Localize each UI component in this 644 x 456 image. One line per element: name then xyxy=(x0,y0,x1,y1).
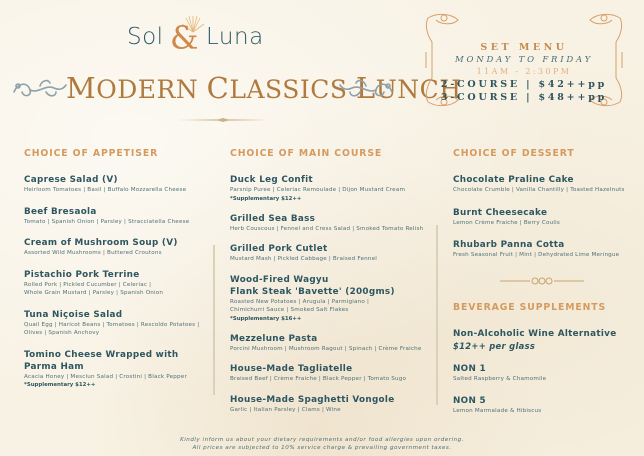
item-description: Whole Grain Mustard | Parsley | Spanish Onion xyxy=(24,290,164,296)
item-name: NON 1 xyxy=(453,364,486,374)
logo-ampersand: & xyxy=(170,19,199,57)
set-menu-title: SET MENU xyxy=(480,42,568,53)
beverage-section xyxy=(453,302,633,426)
item-name: Tuna Niçoise Salad xyxy=(24,309,123,320)
menu-item xyxy=(230,213,430,234)
item-description: Chocolate Crumble | Vanilla Chantilly | Toasted Hazelnuts xyxy=(453,187,625,193)
item-name: Beef Bresaola xyxy=(24,206,97,217)
item-name: Non-Alcoholic Wine Alternative xyxy=(453,329,617,339)
item-description: Mustard Mash | Pickled Cabbage | Braised Fennel xyxy=(230,256,377,262)
service-charge-notice: All prices are subjected to 10% service charge & prevailing government taxes. xyxy=(192,445,452,451)
item-name: Tomino Cheese Wrapped with Parma Ham xyxy=(24,349,179,372)
item-name: Wood-Fired Wagyu xyxy=(230,274,329,285)
item-description: Chimichurri Sauce | Smoked Salt Flakes xyxy=(230,307,349,313)
menu-title: MODERN CLASSICS LUNCH xyxy=(66,71,462,105)
item-description: Braised Beef | Crème Fraiche | Black Pepper | Tomato Sugo xyxy=(230,376,407,382)
item-name: Grilled Sea Bass xyxy=(230,213,316,224)
menu-item xyxy=(24,206,214,227)
item-description: Lemon Crème Fraiche | Berry Coulis xyxy=(453,219,561,226)
item-supplement: *Supplementary $16++ xyxy=(230,315,302,322)
item-description: Salted Raspberry & Chamomile xyxy=(453,376,547,382)
section-heading: CHOICE OF DESSERT xyxy=(453,148,575,159)
item-name: Cream of Mushroom Soup (V) xyxy=(24,238,178,248)
item-name: Caprese Salad (V) xyxy=(24,175,118,185)
logo-text-sol: Sol xyxy=(127,24,164,50)
section-divider-ornament xyxy=(500,276,584,286)
menu-item xyxy=(230,174,430,203)
item-supplement: *Supplementary $12++ xyxy=(24,382,96,388)
item-name: Mezzelune Pasta xyxy=(230,333,318,344)
item-name-line-2: Flank Steak 'Bavette' (200gms) xyxy=(230,286,395,297)
item-description: Olives | Spanish Anchovy xyxy=(24,330,100,336)
column-divider xyxy=(436,225,438,405)
item-description: Heirloom Tomatoes | Basil | Buffalo Mozzarella Cheese xyxy=(24,187,187,193)
menu-item xyxy=(24,269,214,298)
item-name: Grilled Pork Cutlet xyxy=(230,244,328,254)
item-name: Duck Leg Confit xyxy=(230,175,313,185)
item-description: Fresh Seasonal Fruit | Mint | Dehydrated Lime Meringue xyxy=(453,252,620,258)
item-description: Parsnip Puree | Celeriac Remoulade | Dijon Mustard Cream xyxy=(230,187,406,193)
set-menu-hours: 11AM - 2:30PM xyxy=(476,67,572,76)
item-name: House-Made Spaghetti Vongole xyxy=(230,394,395,405)
menu-item xyxy=(24,174,214,195)
item-description: Tomato | Spanish Onion | Parsley | Stracciatella Cheese xyxy=(24,218,190,225)
menu-item xyxy=(230,274,430,323)
beverage-item xyxy=(453,328,633,352)
item-description: Porcini Mushroom | Mushroom Ragout | Spinach | Crème Fraiche xyxy=(230,345,422,352)
footer-notice xyxy=(0,436,644,452)
item-description: Rolled Pork | Pickled Cucumber | Celeriac | xyxy=(24,281,152,288)
item-description: Garlic | Italian Parsley | Clams | Wine xyxy=(230,406,341,413)
beverage-item xyxy=(453,363,633,384)
menu-item xyxy=(453,207,633,228)
main-course-section xyxy=(230,148,430,424)
item-description: Roasted New Potatoes | Arugula | Parmigiano | xyxy=(230,298,370,305)
menu-title-banner xyxy=(0,70,462,106)
section-heading: CHOICE OF APPETISER xyxy=(24,148,159,159)
item-description: Herb Couscous | Fennel and Cress Salad | Smoked Tomato Relish xyxy=(230,225,424,232)
menu-item xyxy=(230,243,430,264)
item-name: Burnt Cheesecake xyxy=(453,207,548,218)
item-name: House-Made Tagliatelle xyxy=(230,364,353,374)
item-price: $12++ per glass xyxy=(453,341,536,351)
item-description: Acacia Honey | Mesclun Salad | Crostini | Black Pepper xyxy=(24,373,187,380)
item-description: Lemon Marmalade & Hibiscus xyxy=(453,407,542,414)
column-divider xyxy=(213,245,215,395)
item-name: NON 5 xyxy=(453,395,486,406)
set-menu-days: MONDAY TO FRIDAY xyxy=(454,55,594,65)
menu-item xyxy=(230,333,430,354)
title-divider-ornament xyxy=(178,118,268,122)
set-menu-box xyxy=(418,12,630,108)
dessert-section xyxy=(453,148,633,272)
set-menu-price-3-course: 3-COURSE | $48++pp xyxy=(440,92,608,103)
item-supplement: *Supplementary $12++ xyxy=(230,195,302,202)
appetiser-section xyxy=(24,148,214,400)
set-menu-price-2-course: 2-COURSE | $42++pp xyxy=(440,79,608,90)
menu-item xyxy=(24,237,214,258)
logo-text-luna: Luna xyxy=(206,24,264,50)
item-description: Quail Egg | Haricot Beans | Tomatoes | Rescoldo Potatoes | xyxy=(24,321,200,328)
section-heading: BEVERAGE SUPPLEMENTS xyxy=(453,302,607,313)
menu-item xyxy=(230,363,430,384)
menu-item xyxy=(24,349,214,390)
menu-item xyxy=(24,309,214,338)
menu-item xyxy=(230,394,430,415)
restaurant-logo xyxy=(120,18,280,58)
item-name: Pistachio Pork Terrine xyxy=(24,269,140,280)
flourish-left-icon xyxy=(10,76,68,100)
item-name: Chocolate Praline Cake xyxy=(453,175,574,185)
beverage-item xyxy=(453,395,633,416)
menu-item xyxy=(453,174,633,195)
item-description: Assorted Wild Mushrooms | Buttered Croutons xyxy=(24,250,162,256)
item-name: Rhubarb Panna Cotta xyxy=(453,240,565,250)
section-heading: CHOICE OF MAIN COURSE xyxy=(230,148,383,159)
allergy-notice: Kindly inform us about your dietary requirements and/or food allergies upon ordering. xyxy=(180,437,464,443)
menu-item xyxy=(453,239,633,260)
flourish-right-icon xyxy=(338,76,396,100)
